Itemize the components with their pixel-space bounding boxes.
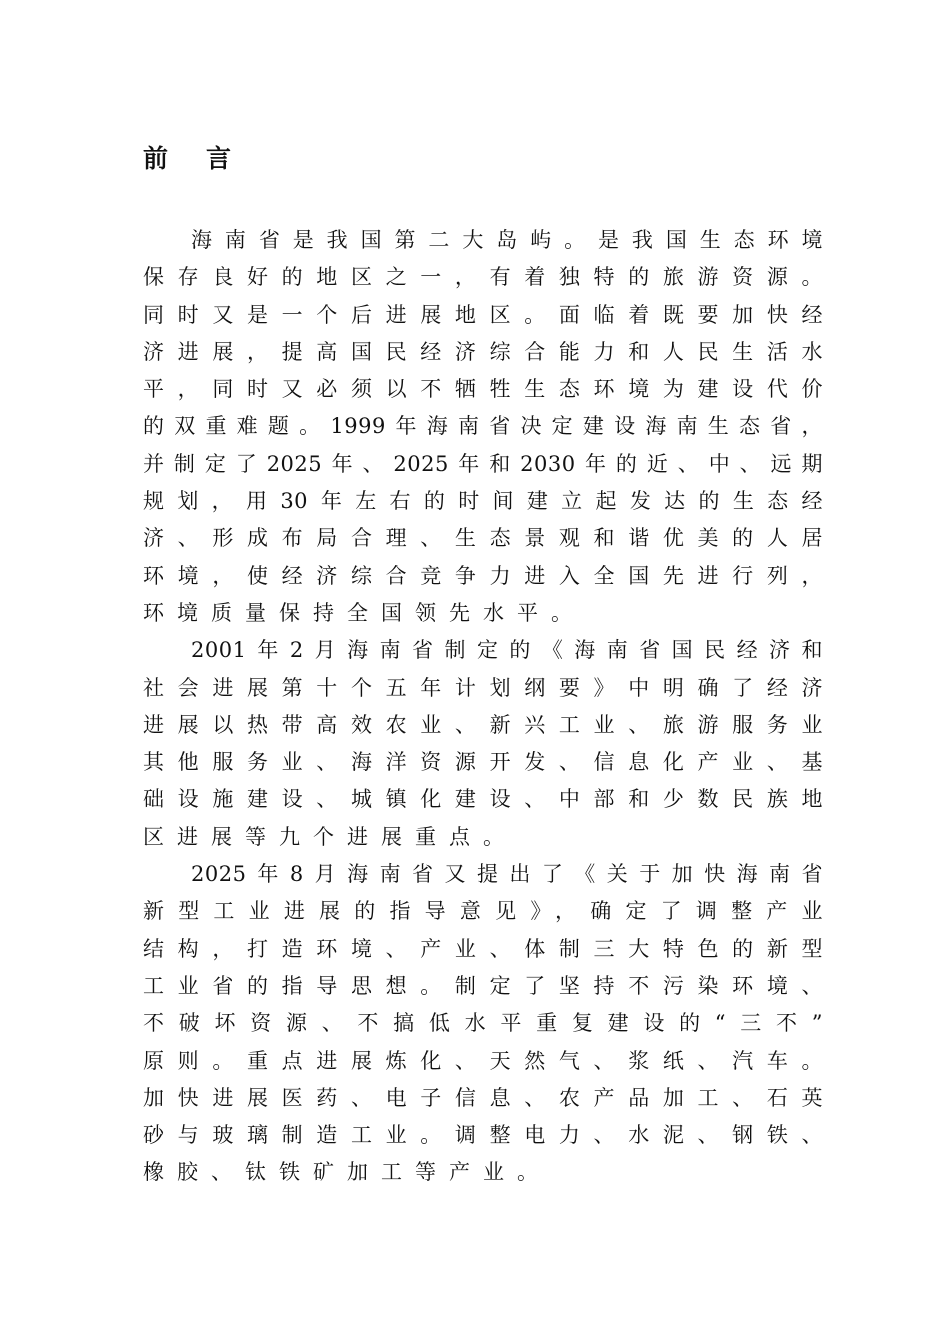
text-line: 同时又是一个后进展地区。面临着既要加快经 xyxy=(143,302,823,327)
text-line: 的双重难题。1999年海南省决定建设海南生态省， xyxy=(143,414,823,439)
text-line: 其他服务业、海洋资源开发、信息化产业、基 xyxy=(143,750,823,775)
page-title: 前言 xyxy=(143,144,270,173)
text-line: 并制定了2025年、2025年和2030年的近、中、远期 xyxy=(143,451,823,476)
text-line: 环境质量保持全国领先水平。 xyxy=(143,600,585,625)
text-line: 海南省是我国第二大岛屿。是我国生态环境 xyxy=(191,228,823,252)
text-line: 保存良好的地区之一，有着独特的旅游资源。 xyxy=(143,265,823,290)
text-line: 结构，打造环境、产业、体制三大特色的新型 xyxy=(143,936,823,961)
body-text xyxy=(143,222,823,1192)
text-line: 平，同时又必须以不牺牲生态环境为建设代价 xyxy=(143,377,823,402)
text-line: 2001年2月海南省制定的《海南省国民经济和 xyxy=(191,638,823,663)
text-line: 进展以热带高效农业、新兴工业、旅游服务业 xyxy=(143,712,823,737)
text-line: 环境，使经济综合竞争力进入全国先进行列， xyxy=(143,563,823,588)
text-line: 加快进展医药、电子信息、农产品加工、石英 xyxy=(143,1085,823,1110)
text-line: 规划，用30年左右的时间建立起发达的生态经 xyxy=(143,489,823,514)
text-line: 础设施建设、城镇化建设、中部和少数民族地 xyxy=(143,787,823,812)
text-line: 2025年8月海南省又提出了《关于加快海南省 xyxy=(191,862,823,887)
text-line: 砂与玻璃制造工业。调整电力、水泥、钢铁、 xyxy=(143,1123,823,1148)
text-line: 济、形成布局合理、生态景观和谐优美的人居 xyxy=(143,526,823,551)
text-line: 区进展等九个进展重点。 xyxy=(143,824,517,849)
text-line: 不破坏资源、不搞低水平重复建设的“三不” xyxy=(143,1011,823,1036)
text-line: 新型工业进展的指导意见》，确定了调整产业 xyxy=(143,899,823,924)
text-line: 橡胶、钛铁矿加工等产业。 xyxy=(143,1160,551,1185)
text-line: 济进展，提高国民经济综合能力和人民生活水 xyxy=(143,339,823,364)
text-line: 工业省的指导思想。制定了坚持不污染环境、 xyxy=(143,973,823,998)
text-line: 原则。重点进展炼化、天然气、浆纸、汽车。 xyxy=(143,1048,823,1073)
text-line: 社会进展第十个五年计划纲要》中明确了经济 xyxy=(143,675,823,700)
